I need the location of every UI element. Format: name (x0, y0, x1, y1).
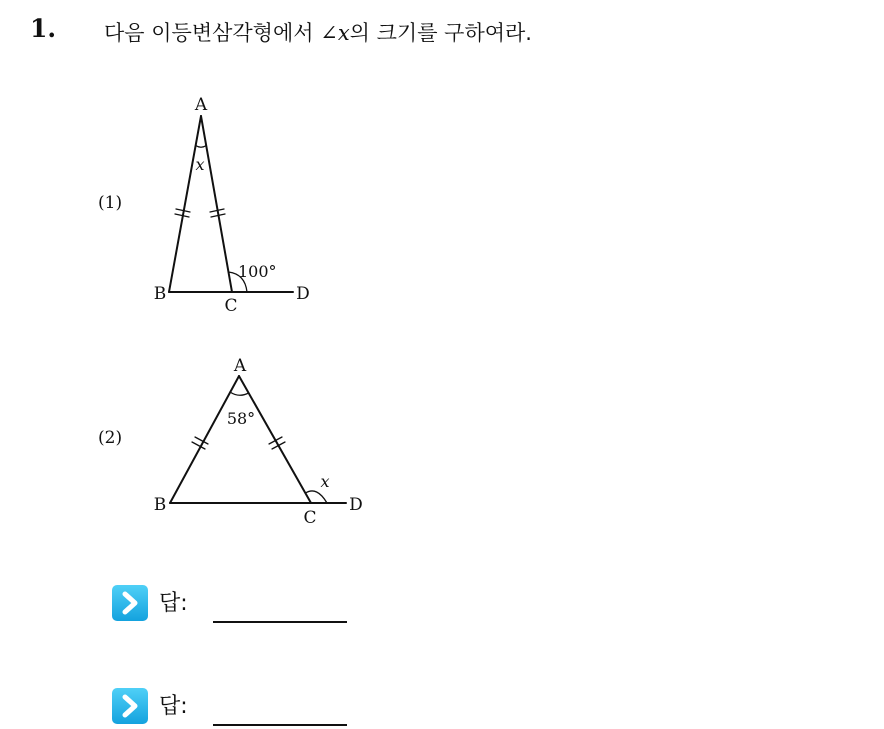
answer-blank-1[interactable] (213, 621, 347, 623)
vertex-d-1: D (296, 284, 310, 304)
angle-symbol: ∠x (320, 21, 350, 45)
answer-row-1 (112, 583, 372, 623)
side-ac-1 (201, 116, 232, 292)
vertex-a-1: A (194, 95, 208, 115)
vertex-b-1: B (153, 284, 167, 304)
side-ab-1 (169, 116, 201, 292)
chevron-right-icon (112, 585, 148, 621)
apex-arc-1 (196, 146, 207, 148)
vertex-c-2: C (303, 508, 317, 528)
subquestion-label-2: (2) (98, 428, 123, 448)
apex-arc-2 (230, 392, 249, 395)
question-number: 1. (30, 14, 57, 43)
exterior-angle-label-2: x (320, 472, 330, 491)
side-ac-2 (239, 376, 311, 503)
side-ab-2 (170, 376, 239, 503)
tick-ac-2a (269, 437, 282, 444)
vertex-b-2: B (153, 495, 167, 515)
chevron-right-icon (112, 688, 148, 724)
answer-blank-2[interactable] (213, 724, 347, 726)
tick-ac-2b (272, 442, 285, 449)
subquestion-label-1: (1) (98, 193, 123, 213)
answer-row-2 (112, 686, 372, 726)
vertex-c-1: C (224, 296, 238, 316)
vertex-d-2: D (349, 495, 363, 515)
apex-angle-label-1: x (195, 155, 205, 174)
answer-label-2: 답: (159, 694, 188, 719)
question-text-after: 의 크기를 구하여라. (349, 21, 532, 45)
answer-label-1: 답: (159, 591, 188, 616)
exterior-angle-label-1: 100° (238, 262, 277, 281)
vertex-a-2: A (233, 356, 247, 376)
question-text-before: 다음 이등변삼각형에서 (104, 21, 321, 45)
apex-angle-label-2: 58° (226, 409, 256, 428)
